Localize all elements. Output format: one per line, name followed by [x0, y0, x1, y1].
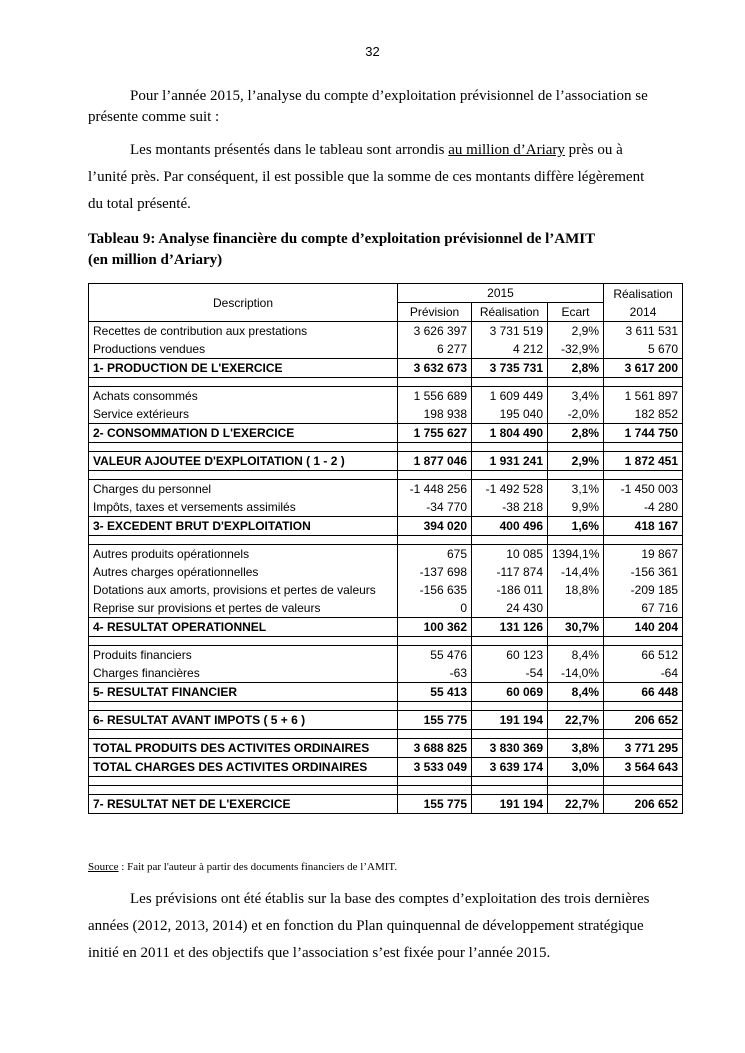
prevision-cell: 0 — [398, 599, 472, 618]
ecart-cell: 22,7% — [548, 795, 604, 814]
spacer-cell — [89, 777, 398, 786]
ecart-cell: 30,7% — [548, 618, 604, 637]
row-label: Service extérieurs — [89, 405, 398, 424]
spacer-cell — [604, 786, 683, 795]
spacer-cell — [604, 777, 683, 786]
realisation-cell: 195 040 — [472, 405, 548, 424]
spacer-cell — [604, 443, 683, 452]
prevision-cell: -156 635 — [398, 581, 472, 599]
realisation-cell: -1 492 528 — [472, 480, 548, 499]
row-label: Reprise sur provisions et pertes de valeurs — [89, 599, 398, 618]
ecart-cell: 2,9% — [548, 452, 604, 471]
spacer-cell — [89, 471, 398, 480]
ecart-cell: 3,1% — [548, 480, 604, 499]
financial-table — [88, 283, 683, 814]
prevision-cell: 675 — [398, 545, 472, 564]
realisation-2014-cell: 182 852 — [604, 405, 683, 424]
table-total-row — [89, 711, 683, 730]
realisation-2014-cell: -4 280 — [604, 498, 683, 517]
spacer-cell — [398, 637, 472, 646]
realisation-cell: 1 931 241 — [472, 452, 548, 471]
table-body — [89, 322, 683, 814]
prevision-cell: 1 877 046 — [398, 452, 472, 471]
source-label: Source — [88, 861, 119, 873]
spacer-cell — [548, 471, 604, 480]
header-prevision: Prévision — [398, 303, 472, 322]
ecart-cell: 1394,1% — [548, 545, 604, 564]
prevision-cell: 394 020 — [398, 517, 472, 536]
realisation-cell: 60 069 — [472, 683, 548, 702]
spacer-cell — [398, 536, 472, 545]
table-title-line-1: Tableau 9: Analyse financière du compte d’exploitation prévisionnel de l’AMIT — [88, 231, 596, 247]
realisation-cell: -54 — [472, 664, 548, 683]
table-total-row — [89, 758, 683, 777]
realisation-2014-cell: 3 564 643 — [604, 758, 683, 777]
realisation-cell: 3 830 369 — [472, 739, 548, 758]
table-total-row — [89, 359, 683, 378]
row-label: Recettes de contribution aux prestations — [89, 322, 398, 341]
source-note — [88, 861, 397, 873]
table-row — [89, 563, 683, 581]
prevision-cell: -137 698 — [398, 563, 472, 581]
ecart-cell: -14,4% — [548, 563, 604, 581]
realisation-2014-cell: 67 716 — [604, 599, 683, 618]
ecart-cell: 8,4% — [548, 683, 604, 702]
realisation-cell: 131 126 — [472, 618, 548, 637]
table-row — [89, 581, 683, 599]
spacer-cell — [472, 730, 548, 739]
table-spacer-row — [89, 702, 683, 711]
prevision-cell: 198 938 — [398, 405, 472, 424]
ecart-cell: -32,9% — [548, 340, 604, 359]
spacer-cell — [548, 536, 604, 545]
prevision-cell: -63 — [398, 664, 472, 683]
header-description: Description — [89, 284, 398, 322]
prevision-cell: 3 533 049 — [398, 758, 472, 777]
intro-text-2a: Les montants présentés dans le tableau sont arrondis — [130, 142, 449, 158]
realisation-2014-cell: 3 771 295 — [604, 739, 683, 758]
spacer-cell — [398, 702, 472, 711]
page-number: 32 — [365, 44, 380, 59]
intro-text-1: Pour l’année 2015, l’analyse du compte d’exploitation prévisionnel de l’association se présente comme suit : — [88, 88, 648, 125]
realisation-cell: -186 011 — [472, 581, 548, 599]
table-row — [89, 664, 683, 683]
spacer-cell — [398, 730, 472, 739]
table-spacer-row — [89, 378, 683, 387]
table-row — [89, 340, 683, 359]
prevision-cell: 6 277 — [398, 340, 472, 359]
table-row — [89, 387, 683, 406]
realisation-2014-cell: -156 361 — [604, 563, 683, 581]
realisation-cell: 24 430 — [472, 599, 548, 618]
realisation-2014-cell: 3 617 200 — [604, 359, 683, 378]
realisation-2014-cell: 1 561 897 — [604, 387, 683, 406]
prevision-cell: 55 476 — [398, 646, 472, 665]
realisation-2014-cell: 3 611 531 — [604, 322, 683, 341]
realisation-cell: 1 804 490 — [472, 424, 548, 443]
table-row — [89, 322, 683, 341]
spacer-cell — [548, 637, 604, 646]
row-label: 2- CONSOMMATION D L'EXERCICE — [89, 424, 398, 443]
intro-text-2b: près ou à l’unité près. Par conséquent, il est possible que la somme de ces montants diffère légèrement du total présenté. — [88, 142, 645, 212]
spacer-cell — [472, 378, 548, 387]
realisation-cell: -117 874 — [472, 563, 548, 581]
spacer-cell — [472, 443, 548, 452]
ecart-cell: 3,4% — [548, 387, 604, 406]
realisation-2014-cell: 19 867 — [604, 545, 683, 564]
source-text: : Fait par l'auteur à partir des documents financiers de l’AMIT. — [118, 861, 398, 873]
row-label: 3- EXCEDENT BRUT D'EXPLOITATION — [89, 517, 398, 536]
realisation-cell: 1 609 449 — [472, 387, 548, 406]
row-label: VALEUR AJOUTEE D'EXPLOITATION ( 1 - 2 ) — [89, 452, 398, 471]
table-total-row — [89, 739, 683, 758]
row-label: 6- RESULTAT AVANT IMPOTS ( 5 + 6 ) — [89, 711, 398, 730]
table-row — [89, 405, 683, 424]
prevision-cell: 100 362 — [398, 618, 472, 637]
realisation-cell: 3 731 519 — [472, 322, 548, 341]
row-label: Achats consommés — [89, 387, 398, 406]
prevision-cell: -34 770 — [398, 498, 472, 517]
row-label: Autres charges opérationnelles — [89, 563, 398, 581]
ecart-cell: 1,6% — [548, 517, 604, 536]
realisation-cell: 10 085 — [472, 545, 548, 564]
realisation-cell: 400 496 — [472, 517, 548, 536]
table-total-row — [89, 517, 683, 536]
table-row — [89, 646, 683, 665]
prevision-cell: 3 632 673 — [398, 359, 472, 378]
spacer-cell — [548, 786, 604, 795]
spacer-cell — [548, 702, 604, 711]
row-label: Produits financiers — [89, 646, 398, 665]
row-label: Charges du personnel — [89, 480, 398, 499]
ecart-cell: 22,7% — [548, 711, 604, 730]
prevision-cell: 1 755 627 — [398, 424, 472, 443]
realisation-2014-cell: -209 185 — [604, 581, 683, 599]
spacer-cell — [604, 378, 683, 387]
spacer-cell — [472, 536, 548, 545]
ecart-cell: 3,8% — [548, 739, 604, 758]
row-label: Charges financières — [89, 664, 398, 683]
spacer-cell — [89, 637, 398, 646]
realisation-cell: 3 639 174 — [472, 758, 548, 777]
spacer-cell — [472, 637, 548, 646]
spacer-cell — [89, 702, 398, 711]
prevision-cell: 155 775 — [398, 711, 472, 730]
table-spacer-row — [89, 536, 683, 545]
spacer-cell — [398, 777, 472, 786]
ecart-cell: 9,9% — [548, 498, 604, 517]
ecart-cell: 2,8% — [548, 424, 604, 443]
header-realisation-2014: Réalisation 2014 — [604, 284, 683, 322]
spacer-cell — [398, 786, 472, 795]
table-total-row — [89, 618, 683, 637]
row-label: TOTAL CHARGES DES ACTIVITES ORDINAIRES — [89, 758, 398, 777]
spacer-cell — [398, 471, 472, 480]
ecart-cell — [548, 599, 604, 618]
prevision-cell: 55 413 — [398, 683, 472, 702]
spacer-cell — [604, 471, 683, 480]
row-label: TOTAL PRODUITS DES ACTIVITES ORDINAIRES — [89, 739, 398, 758]
closing-paragraph — [88, 886, 660, 967]
table-total-row — [89, 683, 683, 702]
spacer-cell — [89, 443, 398, 452]
spacer-cell — [472, 786, 548, 795]
header-ecart: Ecart — [548, 303, 604, 322]
realisation-2014-cell: 1 872 451 — [604, 452, 683, 471]
intro-text-2-underlined: au million d’Ariary — [448, 142, 565, 158]
row-label: Impôts, taxes et versements assimilés — [89, 498, 398, 517]
row-label: 1- PRODUCTION DE L'EXERCICE — [89, 359, 398, 378]
realisation-2014-cell: -64 — [604, 664, 683, 683]
spacer-cell — [89, 786, 398, 795]
table-total-row — [89, 452, 683, 471]
realisation-2014-cell: 418 167 — [604, 517, 683, 536]
spacer-cell — [398, 443, 472, 452]
table-row — [89, 480, 683, 499]
realisation-2014-cell: 1 744 750 — [604, 424, 683, 443]
spacer-cell — [89, 730, 398, 739]
ecart-cell: 2,9% — [548, 322, 604, 341]
table-title-line-2: (en million d’Ariary) — [88, 252, 223, 268]
table-row — [89, 599, 683, 618]
spacer-cell — [604, 536, 683, 545]
prevision-cell: 3 688 825 — [398, 739, 472, 758]
table-total-row — [89, 424, 683, 443]
spacer-cell — [604, 637, 683, 646]
realisation-2014-cell: 66 448 — [604, 683, 683, 702]
realisation-cell: 4 212 — [472, 340, 548, 359]
row-label: 5- RESULTAT FINANCIER — [89, 683, 398, 702]
spacer-cell — [89, 536, 398, 545]
table-row — [89, 545, 683, 564]
closing-text: Les prévisions ont été établis sur la base des comptes d’exploitation des trois dernières années (2012, 2013, 2014) et en fonction du Plan quinquennal de développement stratégique initié en 2011 et des objectifs que l’association s’est fixée pour l’année 2015. — [88, 891, 650, 961]
prevision-cell: 1 556 689 — [398, 387, 472, 406]
realisation-cell: -38 218 — [472, 498, 548, 517]
realisation-2014-cell: 206 652 — [604, 711, 683, 730]
prevision-cell: -1 448 256 — [398, 480, 472, 499]
header-realisation: Réalisation — [472, 303, 548, 322]
realisation-cell: 60 123 — [472, 646, 548, 665]
prevision-cell: 3 626 397 — [398, 322, 472, 341]
realisation-2014-cell: 66 512 — [604, 646, 683, 665]
spacer-cell — [548, 443, 604, 452]
header-year: 2015 — [398, 284, 604, 303]
intro-paragraph-2 — [88, 137, 660, 218]
realisation-2014-cell: -1 450 003 — [604, 480, 683, 499]
spacer-cell — [472, 702, 548, 711]
ecart-cell: 3,0% — [548, 758, 604, 777]
spacer-cell — [548, 777, 604, 786]
ecart-cell: -2,0% — [548, 405, 604, 424]
spacer-cell — [548, 378, 604, 387]
realisation-cell: 3 735 731 — [472, 359, 548, 378]
intro-paragraph-1 — [88, 86, 660, 128]
table-row — [89, 498, 683, 517]
row-label: 4- RESULTAT OPERATIONNEL — [89, 618, 398, 637]
prevision-cell: 155 775 — [398, 795, 472, 814]
realisation-cell: 191 194 — [472, 711, 548, 730]
table-spacer-row — [89, 471, 683, 480]
row-label: Autres produits opérationnels — [89, 545, 398, 564]
spacer-cell — [472, 471, 548, 480]
spacer-cell — [604, 702, 683, 711]
ecart-cell: -14,0% — [548, 664, 604, 683]
table-spacer-row — [89, 786, 683, 795]
table-spacer-row — [89, 637, 683, 646]
table-spacer-row — [89, 443, 683, 452]
row-label: Productions vendues — [89, 340, 398, 359]
table-spacer-row — [89, 730, 683, 739]
row-label: Dotations aux amorts, provisions et pertes de valeurs — [89, 581, 398, 599]
spacer-cell — [472, 777, 548, 786]
table-title — [88, 229, 668, 271]
realisation-2014-cell: 206 652 — [604, 795, 683, 814]
realisation-2014-cell: 5 670 — [604, 340, 683, 359]
ecart-cell: 8,4% — [548, 646, 604, 665]
realisation-cell: 191 194 — [472, 795, 548, 814]
table-spacer-row — [89, 777, 683, 786]
spacer-cell — [604, 730, 683, 739]
spacer-cell — [398, 378, 472, 387]
realisation-2014-cell: 140 204 — [604, 618, 683, 637]
table-total-row — [89, 795, 683, 814]
spacer-cell — [89, 378, 398, 387]
ecart-cell: 2,8% — [548, 359, 604, 378]
spacer-cell — [548, 730, 604, 739]
ecart-cell: 18,8% — [548, 581, 604, 599]
row-label: 7- RESULTAT NET DE L'EXERCICE — [89, 795, 398, 814]
